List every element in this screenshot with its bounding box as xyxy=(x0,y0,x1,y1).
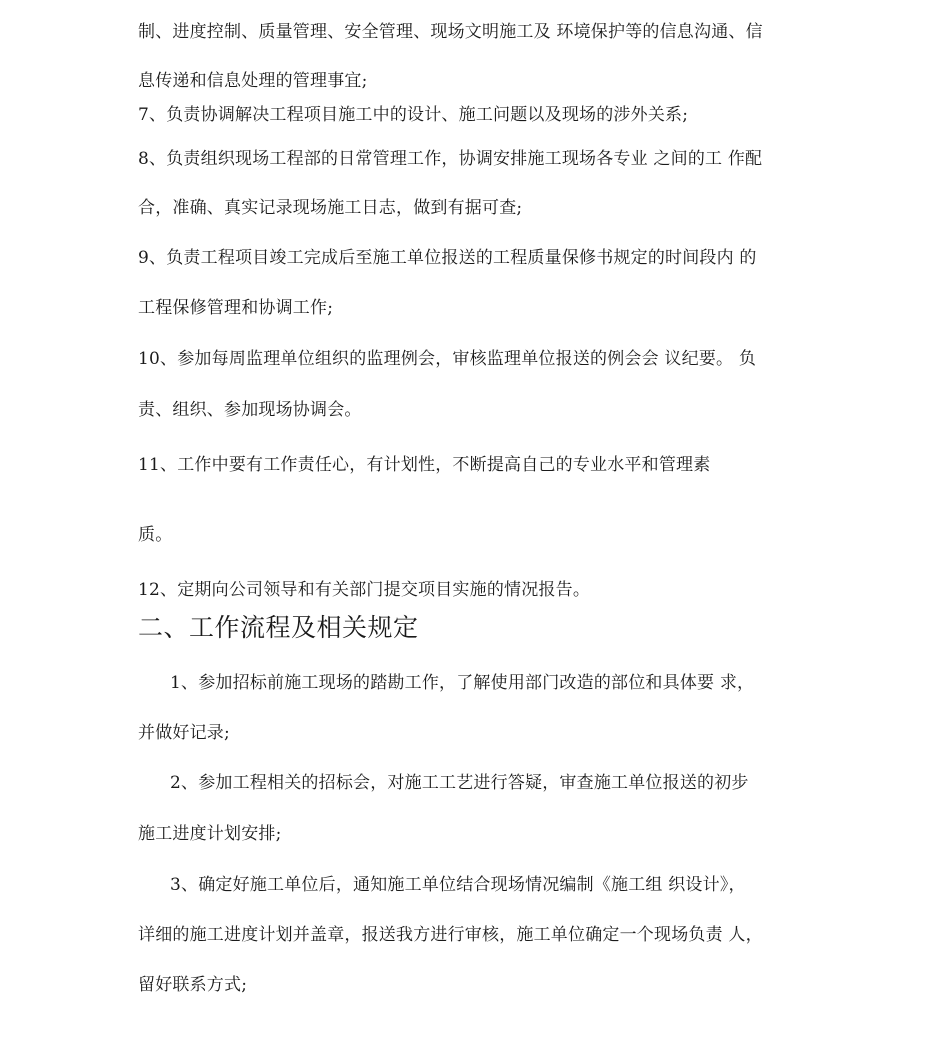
text-line: 并做好记录; xyxy=(138,723,230,743)
text-line: 制、进度控制、质量管理、安全管理、现场文明施工及 环境保护等的信息沟通、信 xyxy=(138,22,763,42)
text-line: 息传递和信息处理的管理事宜; xyxy=(138,71,368,91)
text-line: 7、负责协调解决工程项目施工中的设计、施工问题以及现场的涉外关系; xyxy=(138,105,689,125)
text-line: 8、负责组织现场工程部的日常管理工作，协调安排施工现场各专业 之间的工 作配 xyxy=(138,149,763,169)
text-line: 1、参加招标前施工现场的踏勘工作，了解使用部门改造的部位和具体要 求， xyxy=(170,673,755,693)
text-line: 2、参加工程相关的招标会，对施工工艺进行答疑，审查施工单位报送的初步 xyxy=(170,773,749,793)
text-line: 3、确定好施工单位后，通知施工单位结合现场情况编制《施工组 织设计》， xyxy=(170,875,746,895)
text-line: 详细的施工进度计划并盖章，报送我方进行审核，施工单位确定一个现场负责 人， xyxy=(138,925,763,945)
text-line: 合，准确、真实记录现场施工日志，做到有据可查; xyxy=(138,198,523,218)
text-line: 施工进度计划安排; xyxy=(138,824,282,844)
section-heading: 二、工作流程及相关规定 xyxy=(138,613,419,642)
text-line: 留好联系方式; xyxy=(138,975,248,995)
text-line: 质。 xyxy=(138,525,173,545)
text-line: 11、工作中要有工作责任心，有计划性，不断提高自己的专业水平和管理素 xyxy=(138,455,711,475)
text-line: 9、负责工程项目竣工完成后至施工单位报送的工程质量保修书规定的时间段内 的 xyxy=(138,248,757,268)
text-line: 工程保修管理和协调工作; xyxy=(138,298,334,318)
text-line: 12、定期向公司领导和有关部门提交项目实施的情况报告。 xyxy=(138,580,591,600)
text-line: 10、参加每周监理单位组织的监理例会，审核监理单位报送的例会会 议纪要。 负 xyxy=(138,349,757,369)
text-line: 责、组织、参加现场协调会。 xyxy=(138,400,362,420)
